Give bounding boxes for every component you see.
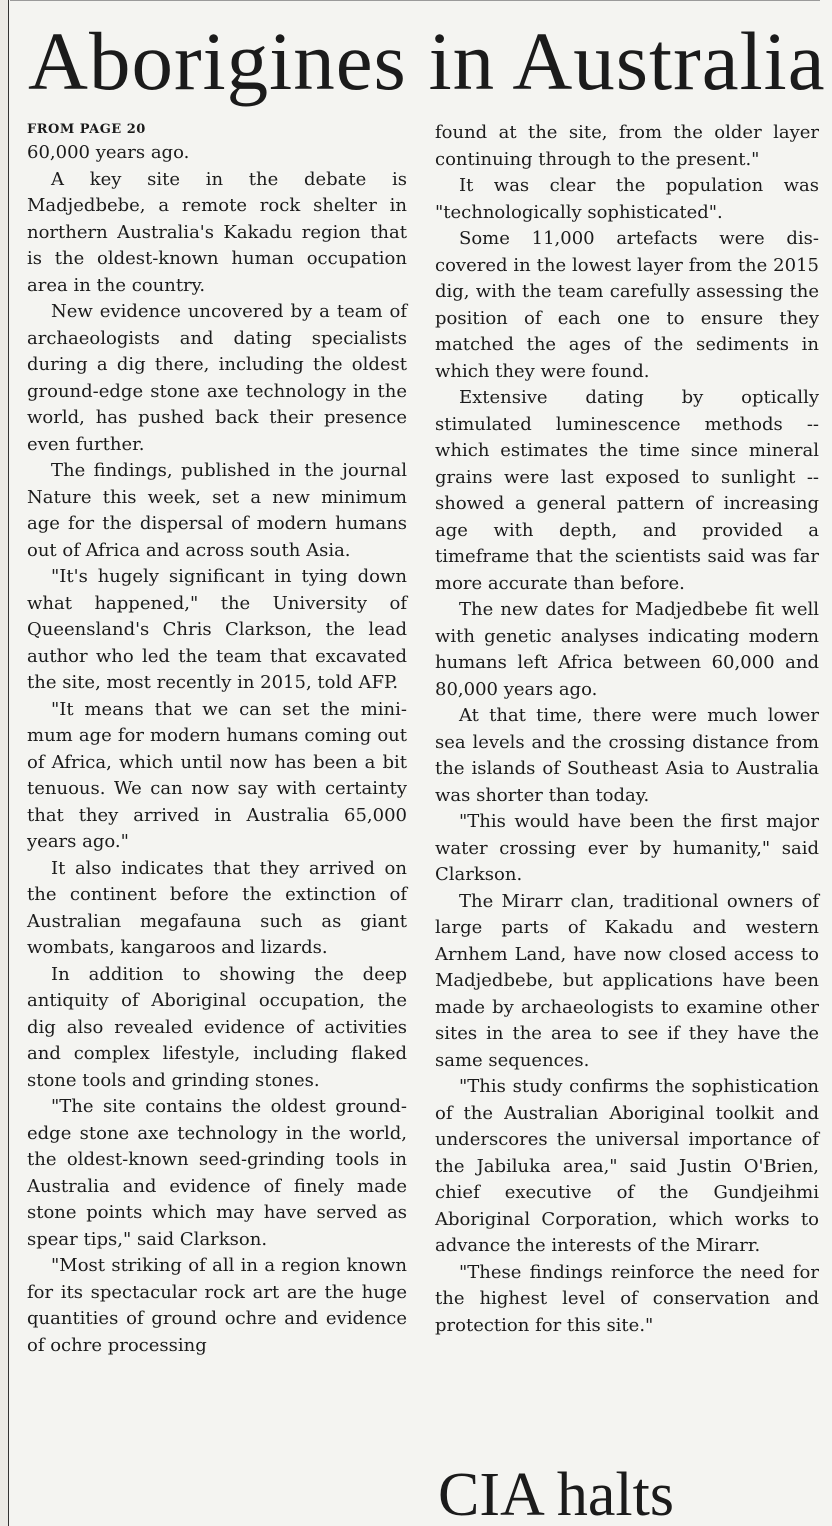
- top-rule: [10, 0, 820, 1]
- paragraph: The findings, published in the journal Nature this week, set a new minimum age for the dispersal of modern humans out of Africa and across south Asia.: [27, 460, 407, 561]
- paragraph: Extensive dating by optically stimulated luminescence methods -- which estimates the time since mineral grains were last exposed to sunlight -- showed a general pattern of increasing age with depth, and provided a timeframe that the scientists said was far more accurate than before.: [435, 387, 819, 594]
- paragraph: "This study confirms the sophistication of the Australian Aboriginal toolkit and underscores the universal importance of the Jabiluka area," said Justin O'Brien, chief executive of the Gundjeihmi Aboriginal Corporation, which works to advance the interests of the Mirarr.: [435, 1076, 819, 1256]
- paragraph: "This would have been the first major water crossing ever by humanity," said Clarkson.: [435, 811, 819, 885]
- paragraph: A key site in the debate is Madjedbebe, a remote rock shelter in northern Australia's Kakadu region that is the oldest-known human occupation area in the country.: [27, 168, 407, 296]
- continued-from-label: FROM PAGE 20: [27, 122, 146, 137]
- paragraph: New evidence uncovered by a team of archaeologists and dating specialists during a dig there, including the oldest ground-edge stone axe technology in the world, has pushed back their presence even further.: [27, 301, 407, 455]
- paragraph: "It means that we can set the minimum age for modern humans coming out of Africa, which until now has been a bit tenuous. We can now say with certainty that they arrived in Australia 65,000 years ago.": [27, 698, 407, 852]
- article-column-2: [435, 120, 819, 1339]
- paragraph: Some 11,000 artefacts were discovered in the lowest layer from the 2015 dig, with the team carefully assessing the position of each one to ensure they matched the ages of the sediments in which they were found.: [435, 228, 819, 382]
- paragraph: 60,000 years ago.: [27, 142, 190, 163]
- paragraph: The Mirarr clan, traditional owners of large parts of Kakadu and western Arnhem Land, have now closed access to Madjedbebe, but applications have been made by archaeologists to examine other sites in the area to see if they have the same sequences.: [435, 890, 819, 1071]
- article-column-1: [27, 120, 407, 1359]
- paragraph: found at the site, from the older layer continuing through to the present.": [435, 122, 819, 170]
- paragraph: In addition to showing the deep antiquity of Aboriginal occupation, the dig also revealed evidence of activities and complex lifestyle, including flaked stone tools and grinding stones.: [27, 963, 407, 1091]
- article-headline: Aborigines in Australia: [28, 15, 826, 107]
- paragraph: It was clear the population was "technologically sophisticated".: [435, 175, 819, 223]
- paragraph: "These findings reinforce the need for the highest level of conservation and protection for this site.": [435, 1261, 819, 1336]
- next-article-headline: CIA halts: [438, 1461, 674, 1526]
- paragraph: "It's hugely significant in tying down what happened," the University of Queensland's Chris Clarkson, the lead author who led the team that excavated the site, most recently in 2015, told AFP.: [27, 566, 407, 693]
- page-fold-edge: [0, 0, 9, 1526]
- paragraph: It also indicates that they arrived on the continent before the extinction of Australian megafauna such as giant wombats, kangaroos and lizards.: [27, 857, 407, 958]
- paragraph: At that time, there were much lower sea levels and the crossing distance from the islands of Southeast Asia to Australia was shorter than today.: [435, 705, 819, 806]
- paragraph: The new dates for Madjedbebe fit well with genetic analyses indicating modern humans left Africa between 60,000 and 80,000 years ago.: [435, 599, 819, 700]
- paragraph: "The site contains the oldest ground-edge stone axe technology in the world, the oldest-known seed-grinding tools in Australia and evidence of finely made stone points which may have served as spear tips," said Clarkson.: [27, 1096, 407, 1250]
- paragraph: "Most striking of all in a region known for its spectacular rock art are the huge quantities of ground ochre and evidence of ochre processing: [27, 1255, 407, 1356]
